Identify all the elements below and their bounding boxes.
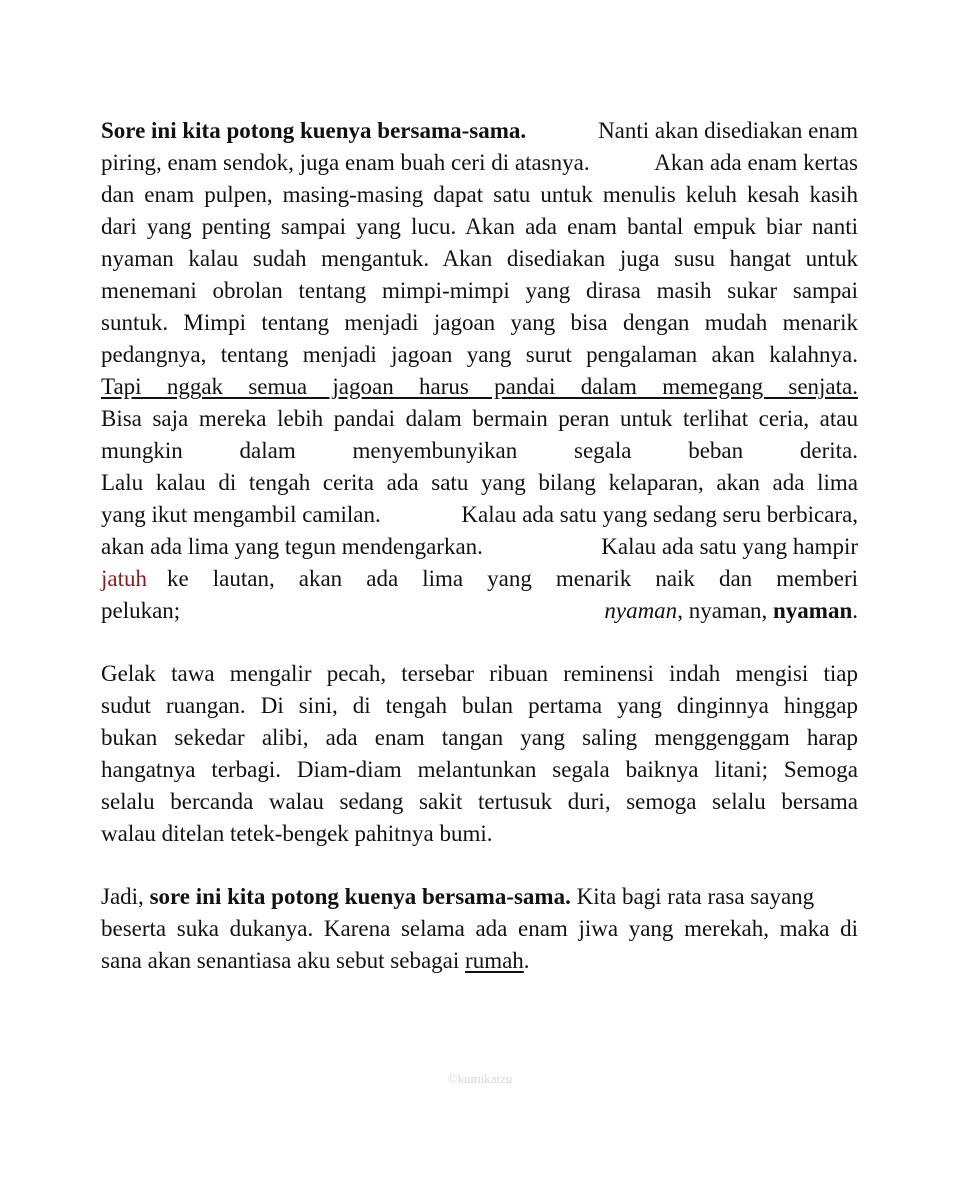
p1-line-8: pedangnya, tentang menjadi jagoan yang surut pengalaman akan kalahnya. <box>101 342 858 367</box>
p1-underlined-sentence: Tapi nggak semua jagoan harus pandai dalam memegang senjata. <box>101 374 858 399</box>
p3-line-3: sana akan senantiasa aku sebut sebagai rumah. <box>101 948 530 973</box>
p1-line-11: mungkin dalam menyembunyikan segala beban derita. <box>101 438 858 463</box>
paragraph-1 <box>101 115 858 627</box>
p1-line-5: nyaman kalau sudah mengantuk. Akan disediakan juga susu hangat untuk <box>101 246 858 271</box>
p2-line-4: hangatnya terbagi. Diam-diam melantunkan segala baiknya litani; Semoga <box>101 757 858 782</box>
p3-line-1: Jadi, sore ini kita potong kuenya bersama-sama. Kita bagi rata rasa sayang <box>101 884 815 909</box>
p2-line-5: selalu bercanda walau sedang sakit tertusuk duri, semoga selalu bersama <box>101 789 858 814</box>
paragraph-2 <box>101 658 858 850</box>
p1-line-15: jatuh ke lautan, akan ada lima yang menarik naik dan memberi <box>101 563 858 595</box>
p2-line-6: walau ditelan tetek-bengek pahitnya bumi. <box>101 821 493 846</box>
p3-line-2: beserta suka dukanya. Karena selama ada enam jiwa yang merekah, maka di <box>101 916 858 941</box>
p2-line-1: Gelak tawa mengalir pecah, tersebar ribuan reminensi indah mengisi tiap <box>101 661 858 686</box>
p1-line-6: menemani obrolan tentang mimpi-mimpi yang dirasa masih sukar sampai <box>101 278 858 303</box>
document-body <box>101 115 858 1008</box>
p1-line-4: dari yang penting sampai yang lucu. Akan ada enam bantal empuk biar nanti <box>101 214 858 239</box>
p1-line-3: dan enam pulpen, masing-masing dapat satu untuk menulis keluh kesah kasih <box>101 182 858 207</box>
p2-line-3: bukan sekedar alibi, ada enam tangan yang saling menggenggam harap <box>101 725 858 750</box>
p1-nyaman-triplet: nyaman, nyaman, nyaman. <box>604 598 858 623</box>
p3-bold-phrase: sore ini kita potong kuenya bersama-sama. <box>149 884 571 909</box>
p1-line-16: pelukan; nyaman, nyaman, nyaman. <box>101 595 858 627</box>
p1-bold-opening: Sore ini kita potong kuenya bersama-sama. <box>101 118 527 143</box>
p1-line-7: suntuk. Mimpi tentang menjadi jagoan yang bisa dengan mudah menarik <box>101 310 858 335</box>
p1-line-10: Bisa saja mereka lebih pandai dalam bermain peran untuk terlihat ceria, atau <box>101 406 858 431</box>
p1-line-1: Sore ini kita potong kuenya bersama-sama. Nanti akan disediakan enam <box>101 115 858 147</box>
paragraph-3 <box>101 881 858 977</box>
underlined-word-rumah: rumah <box>465 948 524 973</box>
p2-line-2: sudut ruangan. Di sini, di tengah bulan pertama yang dinginnya hinggap <box>101 693 858 718</box>
p1-line-14: akan ada lima yang tegun mendengarkan. Kalau ada satu yang hampir <box>101 534 858 559</box>
p1-line-2: piring, enam sendok, juga enam buah ceri di atasnya. Akan ada enam kertas <box>101 150 858 175</box>
red-word-jatuh: jatuh <box>101 566 147 591</box>
p1-line-13: yang ikut mengambil camilan. Kalau ada satu yang sedang seru berbicara, <box>101 502 858 527</box>
watermark-credit: ©kumikatzu <box>447 1071 513 1086</box>
p1-line-12: Lalu kalau di tengah cerita ada satu yang bilang kelaparan, akan ada lima <box>101 470 858 495</box>
